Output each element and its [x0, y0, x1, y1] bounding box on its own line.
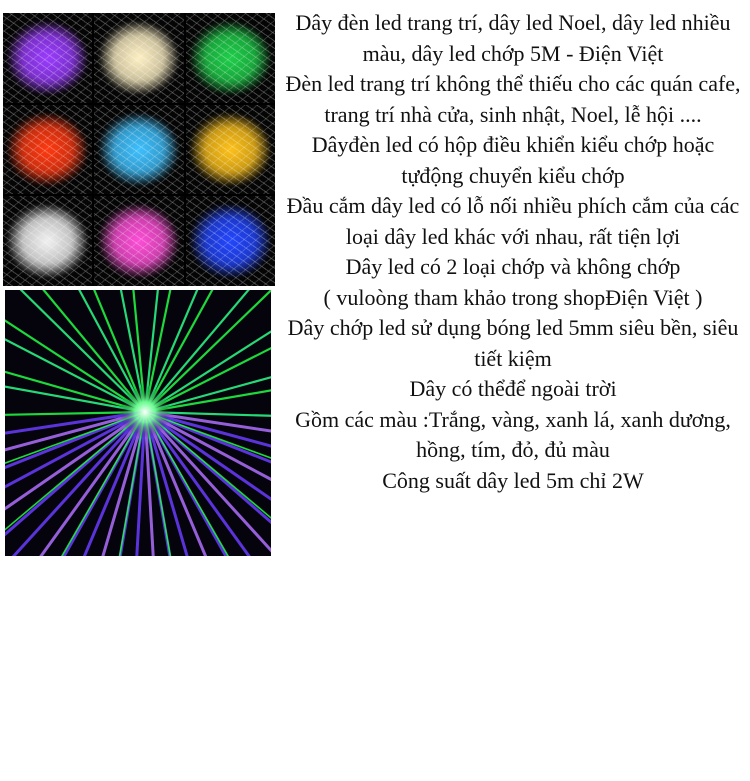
laser-center-glow: [119, 386, 171, 438]
led-photo-tile-multicolor: [94, 105, 183, 195]
led-strands: [186, 105, 275, 195]
description-paragraph: ( vuloòng tham khảo trong shopĐiện Việt ): [323, 284, 703, 310]
description-paragraph: Dâyđèn led có hộp điều khiển kiểu chớp hoặc tựđộng chuyển kiểu chớp: [311, 132, 715, 188]
led-photo-tile-white: [3, 196, 92, 286]
led-photo-tile-yellow: [186, 105, 275, 195]
description-paragraph: Đầu cắm dây led có lỗ nối nhiều phích cắm của các loại dây led khác với nhau, rất tiện lợi: [286, 193, 740, 249]
led-strands: [94, 105, 183, 195]
led-photo-tile-blue: [186, 196, 275, 286]
led-photo-tile-red: [3, 105, 92, 195]
product-description: [276, 8, 750, 496]
led-strands: [3, 13, 92, 103]
description-title: Dây đèn led trang trí, dây led Noel, dây led nhiều màu, dây led chớp 5M - Điện Việt: [295, 10, 731, 66]
led-colors-photo-grid: [3, 13, 275, 286]
led-strands: [3, 105, 92, 195]
description-paragraph: Đèn led trang trí không thể thiếu cho các quán cafe, trang trí nhà cửa, sinh nhật, Noel, lễ hội ....: [285, 71, 741, 127]
led-photo-tile-warm-white: [94, 13, 183, 103]
description-paragraph: Công suất dây led 5m chỉ 2W: [382, 467, 644, 493]
description-paragraph: Dây có thểđể ngoài trời: [409, 376, 617, 401]
laser-light-photo: [5, 290, 271, 556]
led-photo-tile-purple: [3, 13, 92, 103]
laser-beams: [5, 290, 271, 556]
led-photo-tile-green: [186, 13, 275, 103]
led-strands: [3, 196, 92, 286]
led-strands: [94, 13, 183, 103]
laser-beam: [5, 296, 145, 412]
laser-beam: [145, 412, 271, 556]
led-strands: [186, 196, 275, 286]
led-strands: [186, 13, 275, 103]
description-paragraph: Dây led có 2 loại chớp và không chớp: [345, 254, 681, 279]
description-paragraph: Gồm các màu :Trắng, vàng, xanh lá, xanh dương, hồng, tím, đỏ, đủ màu: [295, 406, 731, 462]
led-strands: [94, 196, 183, 286]
led-photo-tile-pink: [94, 196, 183, 286]
description-paragraph: Dây chớp led sử dụng bóng led 5mm siêu bền, siêu tiết kiệm: [287, 315, 739, 371]
